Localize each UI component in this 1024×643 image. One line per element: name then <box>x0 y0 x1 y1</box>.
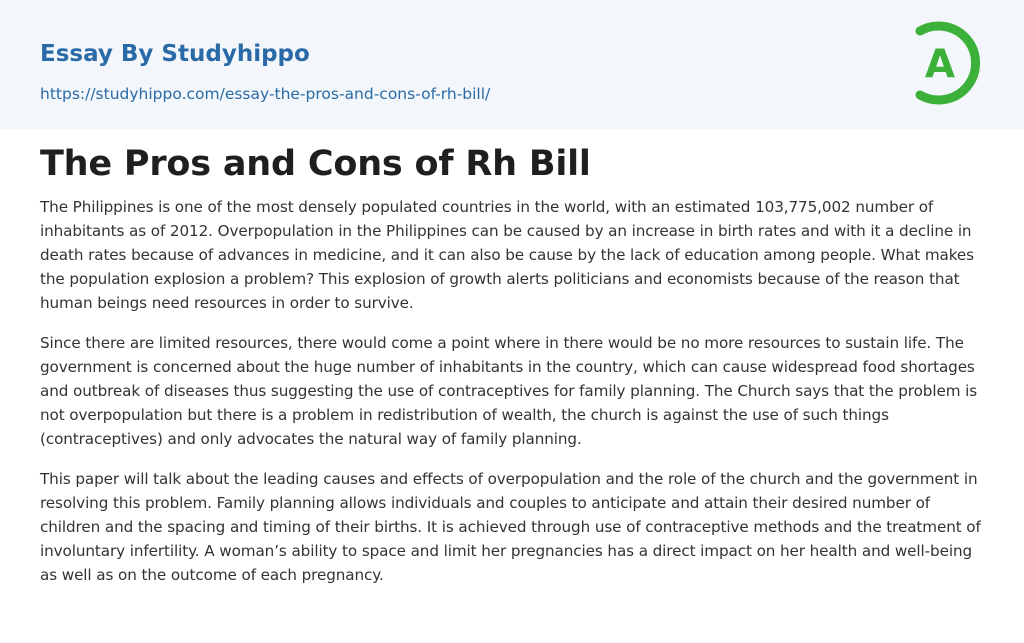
paragraph: Since there are limited resources, there would come a point where in there would be no more resources to sustain life. The government is concerned about the huge number of inhabitants in the country, which can cause widespread food shortages and outbreak of diseases thus suggesting the use of contraceptives for family planning. The Church says that the problem is not overpopulation but there is a problem in redistribution of wealth, the church is against the use of such things (contraceptives) and only advocates the natural way of family planning. <box>40 334 978 448</box>
page-url-link[interactable]: https://studyhippo.com/essay-the-pros-and-cons-of-rh-bill/ <box>40 85 491 103</box>
site-brand[interactable]: Essay By Studyhippo <box>40 41 310 67</box>
page-title: The Pros and Cons of Rh Bill <box>40 144 591 184</box>
logo-icon[interactable] <box>898 20 984 106</box>
article-body <box>40 195 990 603</box>
site-header <box>0 0 1024 129</box>
paragraph: The Philippines is one of the most densely populated countries in the world, with an estimated 103,775,002 number of inhabitants as of 2012. Overpopulation in the Philippines can be caused by an increase in birth rates and with it a decline in death rates because of advances in medicine, and it can also be cause by the lack of education among people. What makes the population explosion a problem? This explosion of growth alerts politicians and economists because of the reason that human beings need resources in order to survive. <box>40 198 974 312</box>
logo-letter: A <box>924 42 956 87</box>
paragraph: This paper will talk about the leading causes and effects of overpopulation and the role of the church and the government in resolving this problem. Family planning allows individuals and couples to anticipate and attain their desired number of children and the spacing and timing of their births. It is achieved through use of contraceptive methods and the treatment of involuntary infertility. A woman’s ability to space and limit her pregnancies has a direct impact on her health and well-being as well as on the outcome of each pregnancy. <box>40 470 981 584</box>
